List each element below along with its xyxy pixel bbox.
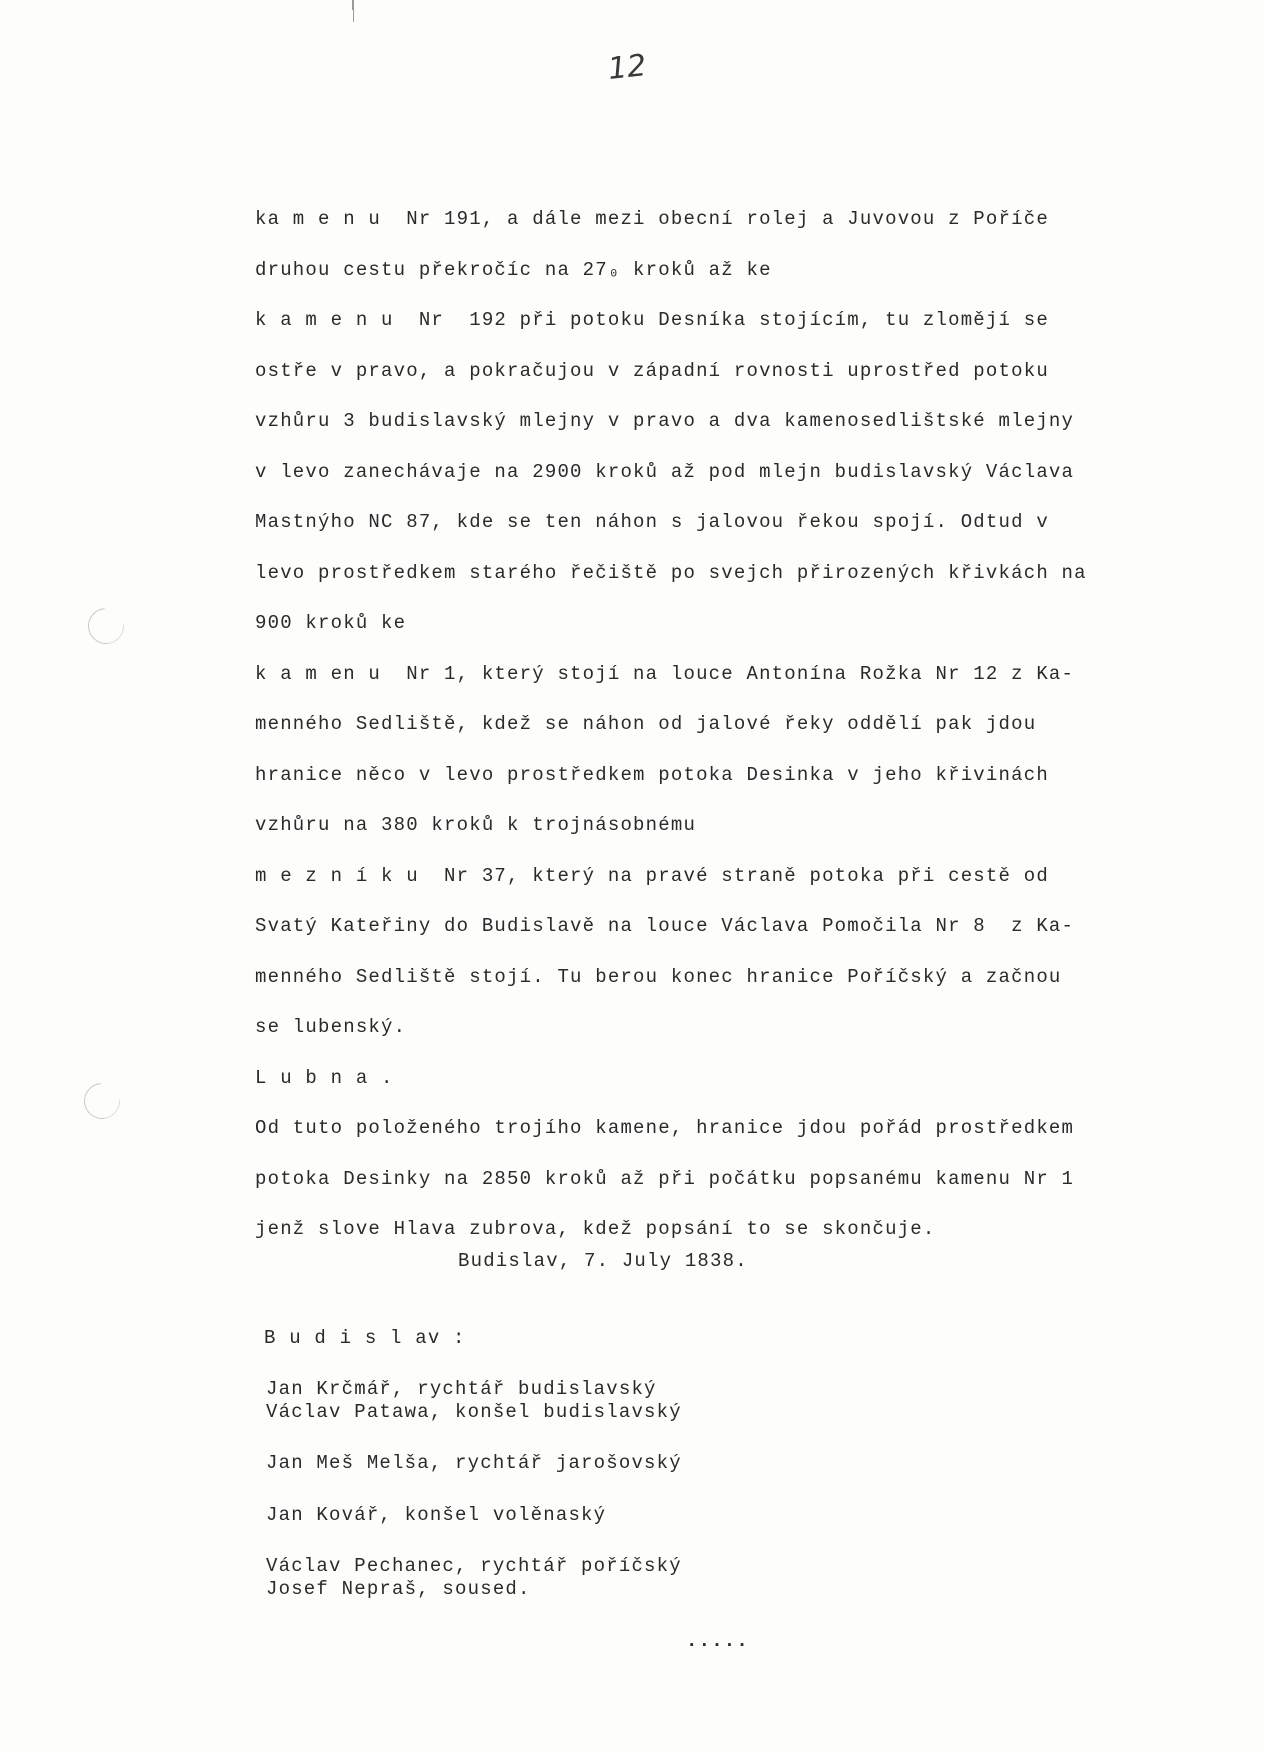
text-line: jenž slove Hlava zubrova, kdež popsání to se skončuje. xyxy=(255,1218,936,1240)
text-line: vzhůru na 380 kroků k trojnásobnému xyxy=(255,814,697,836)
text-line: menného Sedliště stojí. Tu berou konec hranice Poříčský a začnou xyxy=(255,965,1062,988)
page-number: 12 xyxy=(606,48,648,87)
scan-mark xyxy=(352,0,353,10)
text-line: 900 kroků ke xyxy=(255,612,407,634)
signature-line: Jan Kovář, konšel volěnaský xyxy=(266,1504,607,1526)
text-line: v levo zanechávaje na 2900 kroků až pod mlejn budislavský Václava xyxy=(255,460,1075,483)
end-mark: ..... xyxy=(686,1630,750,1652)
punch-hole xyxy=(77,1076,128,1127)
place-date: Budislav, 7. July 1838. xyxy=(458,1250,748,1272)
text-line: k a m e n u Nr 192 při potoku Desníka stojícím, tu zlomějí se xyxy=(255,309,1049,331)
text-line: m e z n í k u Nr 37, který na pravé straně potoka při cestě od xyxy=(255,864,1049,887)
signature-line: Josef Nepraš, soused. xyxy=(266,1578,531,1600)
text-line: k a m en u Nr 1, který stojí na louce Antonína Rožka Nr 12 z Ka- xyxy=(255,662,1075,685)
text-line: levo prostředkem starého řečiště po svejch přirozených křivkách na xyxy=(255,561,1087,584)
text-line: Mastnýho NC 87, kde se ten náhon s jalovou řekou spojí. Odtud v xyxy=(255,511,1049,533)
text-line: ka m e n u Nr 191, a dále mezi obecní rolej a Juvovou z Poříče xyxy=(255,208,1049,230)
text-line: Svatý Kateřiny do Budislavě na louce Václava Pomočila Nr 8 z Ka- xyxy=(255,915,1075,937)
signature-line: Jan Meš Melša, rychtář jarošovský xyxy=(266,1452,682,1474)
signatures-heading: B u d i s l av : xyxy=(264,1327,466,1349)
text-line: potoka Desinky na 2850 kroků až při počátku popsanému kamenu Nr 1 xyxy=(255,1167,1075,1190)
scan-mark xyxy=(353,0,354,22)
text-line: se lubenský. xyxy=(255,1016,407,1038)
text-line: ostře v pravo, a pokračujou v západní rovnosti uprostřed potoku xyxy=(255,359,1049,382)
signature-line: Václav Patawa, konšel budislavský xyxy=(266,1401,682,1423)
signature-line: Jan Krčmář, rychtář budislavský xyxy=(266,1378,657,1400)
text-line: Od tuto položeného trojího kamene, hranice jdou pořád prostředkem xyxy=(255,1117,1075,1139)
punch-hole xyxy=(81,601,132,652)
signature-line: Václav Pechanec, rychtář poříčský xyxy=(266,1555,682,1577)
text-line: druhou cestu překročíc na 27₀ kroků až ke xyxy=(255,258,772,281)
section-heading: L u b n a . xyxy=(255,1066,394,1089)
text-line: vzhůru 3 budislavský mlejny v pravo a dva kamenosedlištské mlejny xyxy=(255,410,1075,432)
body-text xyxy=(255,206,1245,1267)
text-line: hranice něco v levo prostředkem potoka Desinka v jeho křivinách xyxy=(255,763,1049,786)
text-line: menného Sedliště, kdež se náhon od jalové řeky oddělí pak jdou xyxy=(255,713,1037,735)
